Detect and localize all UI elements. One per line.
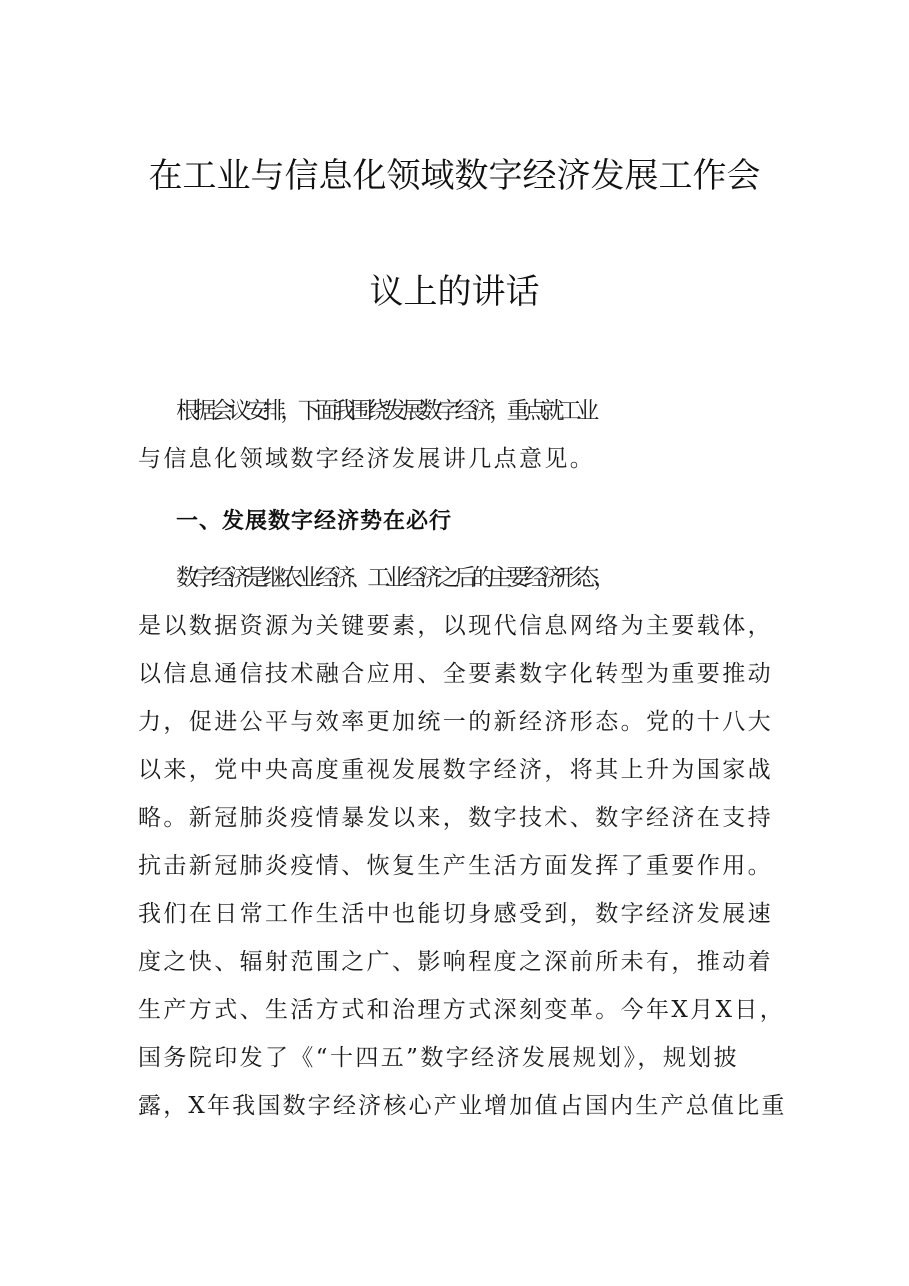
- document-title-line-2: 议上的讲话: [369, 272, 540, 312]
- document-title-line-1: 在工业与信息化领域数字经济发展工作会: [148, 156, 761, 196]
- intro-line-1: 根据会议安排，下面我围绕发展数字经济，重点就工业: [176, 398, 594, 424]
- paragraph-line-6: 略。新冠肺炎疫情暴发以来，数字技术、数字经济在支持: [138, 805, 773, 831]
- paragraph-line-11: 国务院印发了《“十四五”数字经济发展规划》，规划披: [138, 1045, 740, 1071]
- intro-line-2: 与信息化领域数字经济发展讲几点意见。: [138, 446, 596, 472]
- paragraph-line-2: 是以数据资源为关键要素，以现代信息网络为主要载体，: [138, 613, 773, 639]
- paragraph-line-8: 我们在日常工作生活中也能切身感受到，数字经济发展速: [138, 901, 773, 927]
- paragraph-line-7: 抗击新冠肺炎疫情、恢复生产生活方面发挥了重要作用。: [138, 853, 773, 879]
- paragraph-line-1: 数字经济是继农业经济、工业经济之后的主要经济形态，: [176, 565, 612, 591]
- paragraph-line-3: 以信息通信技术融合应用、全要素数字化转型为重要推动: [138, 661, 773, 687]
- paragraph-line-5: 以来，党中央高度重视发展数字经济，将其上升为国家战: [138, 757, 773, 783]
- section-heading-1: 一、发展数字经济势在必行: [176, 509, 453, 534]
- paragraph-line-9: 度之快、辐射范围之广、影响程度之深前所未有，推动着: [138, 949, 773, 975]
- paragraph-line-4: 力，促进公平与效率更加统一的新经济形态。党的十八大: [138, 709, 773, 735]
- paragraph-line-12: 露，X年我国数字经济核心产业增加值占国内生产总值比重: [138, 1093, 787, 1119]
- paragraph-line-10: 生产方式、生活方式和治理方式深刻变革。今年X月X日，: [138, 997, 786, 1023]
